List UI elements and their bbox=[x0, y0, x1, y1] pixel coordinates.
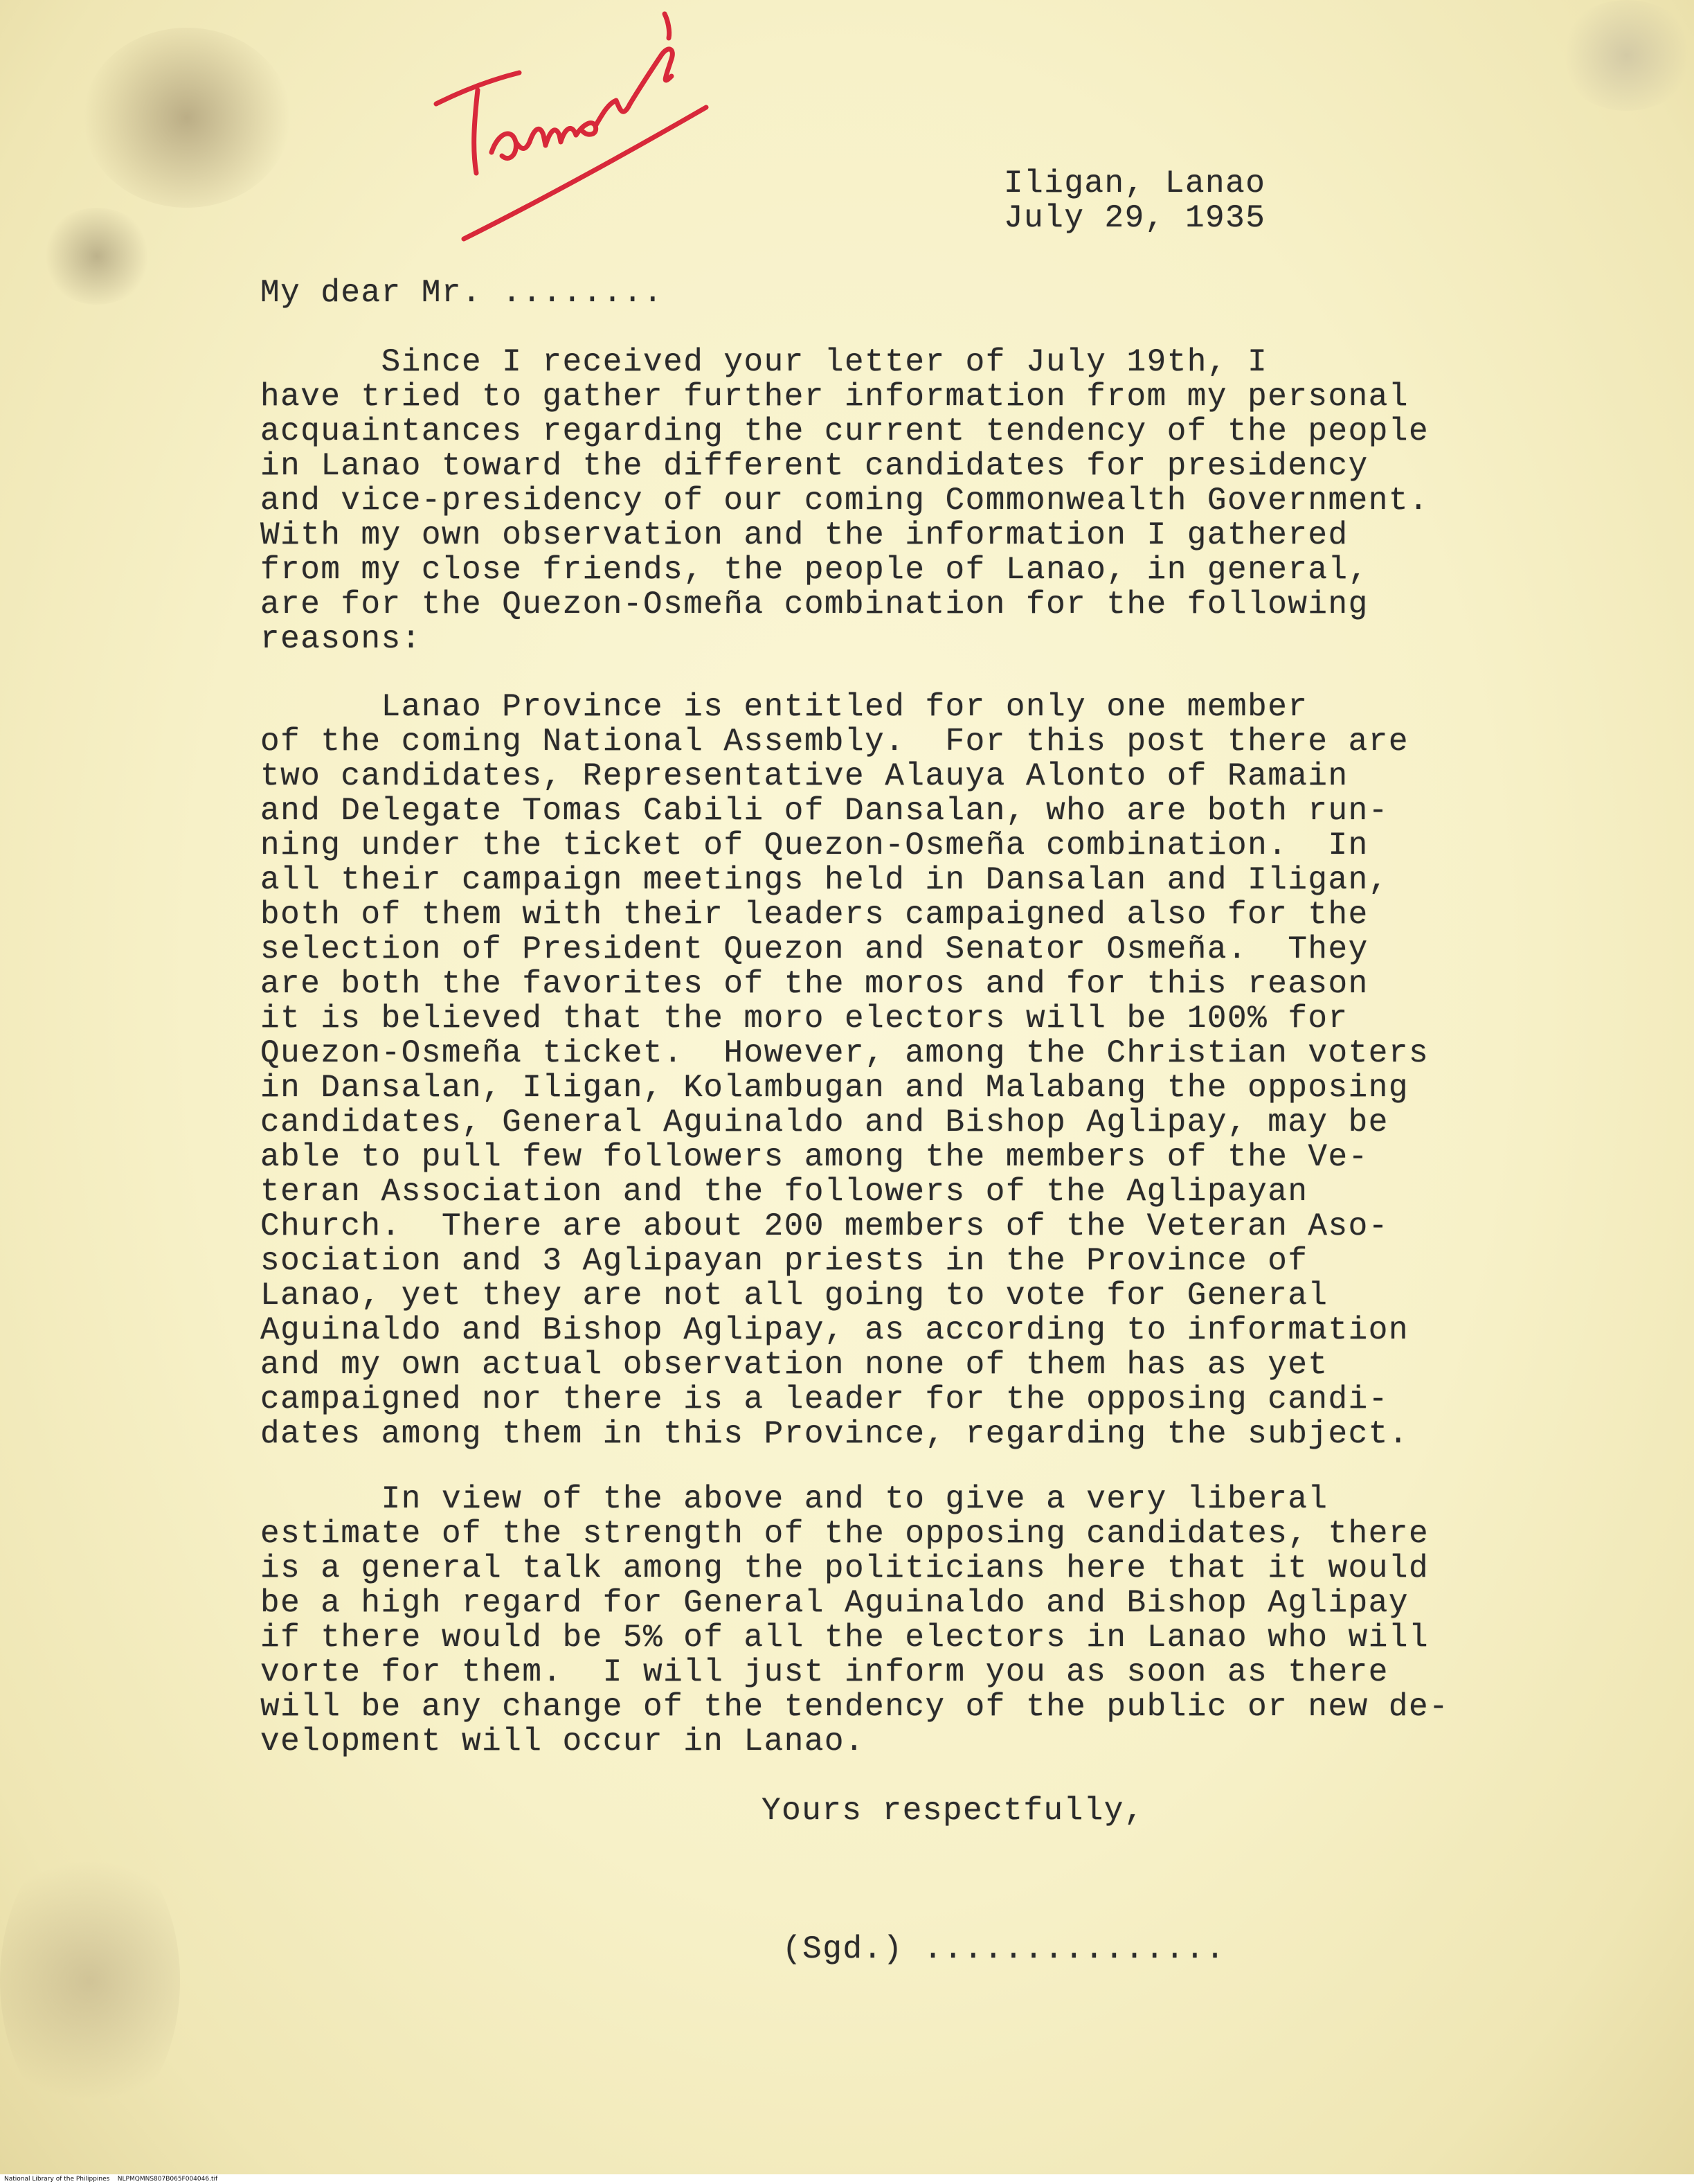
paragraph-line: reasons: bbox=[260, 621, 422, 657]
paragraph-line: velopment will occur in Lanao. bbox=[260, 1724, 865, 1760]
paragraph-line: estimate of the strength of the opposing candidates, there bbox=[260, 1516, 1430, 1552]
paper-stain bbox=[1558, 0, 1694, 111]
paragraph-line: of the coming National Assembly. For this post there are bbox=[260, 724, 1409, 760]
paragraph-line: able to pull few followers among the members of the Ve- bbox=[260, 1139, 1369, 1175]
paper-stain bbox=[0, 1835, 180, 2126]
paragraph-line: is a general talk among the politicians here that it would bbox=[260, 1550, 1430, 1586]
paper-stain bbox=[42, 208, 152, 305]
letter-date: July 29, 1935 bbox=[1004, 200, 1266, 236]
letter-closing: Yours respectfully, bbox=[762, 1793, 1144, 1829]
letter-paragraph bbox=[260, 690, 1429, 1451]
paragraph-line: be a high regard for General Aguinaldo and Bishop Aglipay bbox=[260, 1585, 1409, 1621]
paragraph-line: will be any change of the tendency of the public or new de- bbox=[260, 1689, 1450, 1725]
paragraph-line: if there would be 5% of all the electors in Lanao who will bbox=[260, 1620, 1430, 1656]
paragraph-line: in Lanao toward the different candidates for presidency bbox=[260, 448, 1369, 484]
paragraph-line: Since I received your letter of July 19th, I bbox=[260, 344, 1268, 380]
paragraph-line: With my own observation and the information I gathered bbox=[260, 517, 1349, 553]
paragraph-line: dates among them in this Province, regarding the subject. bbox=[260, 1416, 1409, 1452]
letter-place: Iligan, Lanao bbox=[1004, 165, 1266, 202]
paragraph-line: candidates, General Aguinaldo and Bishop Aglipay, may be bbox=[260, 1104, 1389, 1140]
paragraph-line: sociation and 3 Aglipayan priests in the Province of bbox=[260, 1243, 1308, 1279]
letter-paragraph bbox=[260, 345, 1429, 656]
paragraph-line: campaigned nor there is a leader for the opposing candi- bbox=[260, 1381, 1389, 1417]
paragraph-line: acquaintances regarding the current tendency of the people bbox=[260, 413, 1430, 449]
paragraph-line: two candidates, Representative Alauya Alonto of Ramain bbox=[260, 758, 1349, 794]
paragraph-line: Lanao Province is entitled for only one member bbox=[260, 689, 1308, 725]
paragraph-line: and Delegate Tomas Cabili of Dansalan, who are both run- bbox=[260, 793, 1389, 829]
handwritten-annotation bbox=[388, 0, 748, 263]
scan-footer bbox=[0, 2174, 1694, 2184]
paragraph-line: teran Association and the followers of the Aglipayan bbox=[260, 1174, 1308, 1210]
paragraph-line: are both the favorites of the moros and for this reason bbox=[260, 966, 1369, 1002]
paragraph-line: and my own actual observation none of them has as yet bbox=[260, 1347, 1328, 1383]
paragraph-line: and vice-presidency of our coming Commonwealth Government. bbox=[260, 483, 1430, 519]
paragraph-line: all their campaign meetings held in Dansalan and Iligan, bbox=[260, 862, 1389, 898]
paragraph-line: are for the Quezon-Osmeña combination for the following bbox=[260, 587, 1369, 623]
paragraph-line: have tried to gather further information from my personal bbox=[260, 379, 1409, 415]
paragraph-line: Quezon-Osmeña ticket. However, among the Christian voters bbox=[260, 1035, 1430, 1071]
paragraph-line: Church. There are about 200 members of the Veteran Aso- bbox=[260, 1208, 1389, 1244]
letter-signature: (Sgd.) ............... bbox=[782, 1931, 1226, 1967]
paragraph-line: both of them with their leaders campaigned also for the bbox=[260, 897, 1369, 933]
paragraph-line: in Dansalan, Iligan, Kolambugan and Malabang the opposing bbox=[260, 1070, 1409, 1106]
paragraph-line: Lanao, yet they are not all going to vote for General bbox=[260, 1278, 1328, 1314]
scan-footer-text: National Library of the Philippines NLPMQMNS807B065F004046.tif bbox=[4, 2176, 218, 2183]
paragraph-line: vorte for them. I will just inform you as soon as there bbox=[260, 1654, 1389, 1690]
paragraph-line: ning under the ticket of Quezon-Osmeña combination. In bbox=[260, 827, 1369, 863]
paper-stain bbox=[83, 28, 291, 208]
letter-salutation: My dear Mr. ........ bbox=[260, 275, 664, 311]
paragraph-line: In view of the above and to give a very liberal bbox=[260, 1481, 1328, 1517]
paragraph-line: it is believed that the moro electors will be 100% for bbox=[260, 1001, 1349, 1037]
paragraph-line: Aguinaldo and Bishop Aglipay, as according to information bbox=[260, 1312, 1409, 1348]
letter-paragraph bbox=[260, 1482, 1449, 1759]
paragraph-line: from my close friends, the people of Lanao, in general, bbox=[260, 552, 1369, 588]
paragraph-line: selection of President Quezon and Senator Osmeña. They bbox=[260, 931, 1369, 967]
